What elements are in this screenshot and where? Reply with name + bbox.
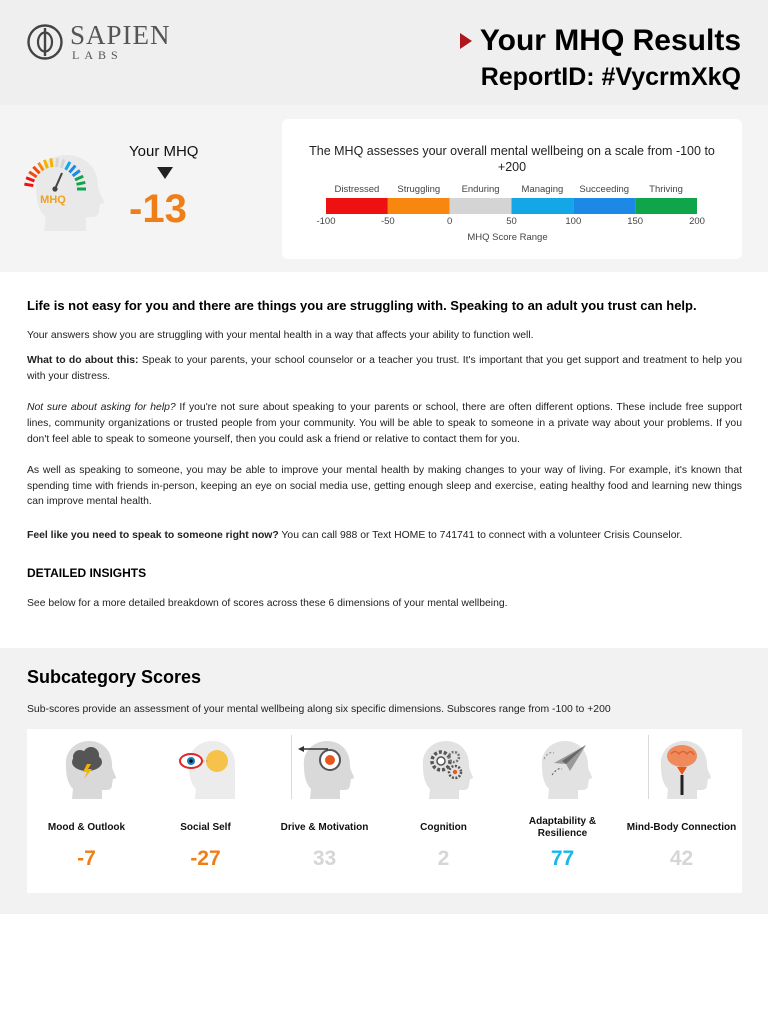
scale-segment-label: Succeeding <box>579 184 630 195</box>
gears-head-icon <box>413 737 475 799</box>
result-headline: Life is not easy for you and there are things you are struggling with. Speaking to an adult you trust can help. <box>27 298 697 313</box>
down-triangle-icon <box>157 167 173 179</box>
scale-segment-label: Thriving <box>649 184 683 195</box>
scale-segment-label: Distressed <box>334 184 380 195</box>
subcategory-description: Sub-scores provide an assessment of your mental wellbeing along six specific dimensions. Subscores range from -100 to +200 <box>27 704 611 715</box>
subcategory-adaptability-resilience <box>503 729 622 893</box>
subcategory-mood-outlook <box>27 729 146 893</box>
scale-segment <box>388 198 450 214</box>
subcategory-name: Drive & Motivation <box>280 822 369 833</box>
subcategory-card <box>27 729 742 893</box>
subcategory-name: Cognition <box>420 822 467 833</box>
scale-tick-label: 0 <box>447 216 453 227</box>
target-head-icon <box>294 737 356 799</box>
scale-tick-label: 100 <box>565 216 582 227</box>
report-header <box>0 0 768 105</box>
scale-tick-label: 150 <box>627 216 644 227</box>
paragraph-function: Your answers show you are struggling with your mental health in a way that affects your ability to function well. <box>27 329 534 341</box>
subcategory-drive-motivation <box>265 729 384 893</box>
subcategory-score: 2 <box>437 847 450 870</box>
gauge-label: MHQ <box>40 194 66 206</box>
asking-help-label: Not sure about asking for help? <box>27 402 176 414</box>
subcategory-name: Adaptability & Resilience <box>528 816 597 839</box>
mhq-scale-bar <box>282 119 742 259</box>
scale-segment <box>635 198 697 214</box>
paragraph-asking-help <box>27 400 742 447</box>
gauge-tick <box>24 184 33 185</box>
gauge-tick <box>33 167 39 173</box>
scale-axis-title: MHQ Score Range <box>467 232 548 243</box>
gauge-tick <box>57 158 58 167</box>
subcategory-name: Social Self <box>180 822 231 833</box>
paragraph-crisis <box>27 528 742 544</box>
subcategory-score: -27 <box>190 847 221 870</box>
subcategory-name: Mood & Outlook <box>47 822 126 833</box>
mhq-score-value: -13 <box>129 187 187 231</box>
detailed-insights-heading: DETAILED INSIGHTS <box>27 565 147 580</box>
mhq-scale-card <box>282 119 742 259</box>
mhq-label: Your MHQ <box>129 143 199 160</box>
scale-tick-label: 50 <box>506 216 517 227</box>
what-to-do-label: What to do about this: <box>27 355 139 367</box>
scale-segment-label: Managing <box>521 184 564 195</box>
subcategory-score: 33 <box>312 847 337 870</box>
logo-name: SAPIEN <box>70 20 171 50</box>
crisis-text: You can call 988 or Text HOME to 741741 to connect with a volunteer Crisis Counselor. <box>278 529 683 541</box>
scale-segment <box>512 198 574 214</box>
scale-tick-label: 200 <box>689 216 705 227</box>
insights-text: See below for a more detailed breakdown of scores across these 6 dimensions of your mental wellbeing. <box>27 597 508 609</box>
paper-plane-head-icon <box>532 737 594 799</box>
gauge-tick <box>29 172 37 177</box>
what-to-do-text: Speak to your parents, your school counselor or a teacher you trust. It's important that you get support and treatment to help you with your distress. <box>27 355 743 382</box>
paragraph-what-to-do <box>27 353 742 384</box>
page-title-text: Your MHQ Results <box>479 24 741 57</box>
page-title <box>460 24 741 58</box>
subcategory-social-self <box>146 729 265 893</box>
gauge-tick <box>51 158 52 167</box>
subcategory-section <box>0 648 768 914</box>
paragraph-lifestyle: As well as speaking to someone, you may be able to improve your mental health by making changes to your way of living. For example, it's known that spending time with friends in-person, keeping an eye on social media use, getting enough sleep and exercise, eating healthy food and learning new things can improve mental health. <box>27 465 742 508</box>
eye-head-icon <box>175 737 237 799</box>
subcategory-mind-body <box>622 729 741 893</box>
subcategory-title: Subcategory Scores <box>27 667 202 687</box>
scale-segment-label: Struggling <box>397 184 441 195</box>
asking-help-text: If you're not sure about speaking to your parents or school, there are often different options. These include free support lines, community organizations or trusted people from your community. You will be able to speak to someone in a private way about your problems. If you don't feel able to speak to someone yourself, then you could ask a friend or relative to contact them for you. <box>27 402 742 445</box>
scale-description: The MHQ assesses your overall mental wellbeing on a scale from -100 to +200 <box>309 144 715 175</box>
play-arrow-icon <box>460 33 472 49</box>
scale-segment <box>573 198 635 214</box>
subcategory-cognition <box>384 729 503 893</box>
scale-tick-label: -100 <box>316 216 336 227</box>
gauge-tick <box>77 182 86 184</box>
brain-body-icon <box>651 737 713 799</box>
gauge-tick <box>39 163 44 171</box>
head-gauge-icon <box>22 145 106 235</box>
scale-segment <box>450 198 512 214</box>
subcategory-score: -7 <box>77 847 96 870</box>
gauge-tick <box>26 178 34 181</box>
phi-logo-icon <box>26 23 64 61</box>
subcategory-name: Mind-Body Connection <box>626 822 737 833</box>
crisis-label: Feel like you need to speak to someone right now? <box>27 529 279 541</box>
scale-tick-label: -50 <box>380 216 395 227</box>
scale-segment-label: Enduring <box>461 184 500 195</box>
overall-score-section <box>0 105 768 272</box>
scale-segment <box>326 198 388 214</box>
results-explanation <box>27 296 742 621</box>
logo-subtitle: LABS <box>72 48 123 62</box>
subcategory-score: 42 <box>669 847 694 870</box>
report-id: ReportID: #VycrmXkQ <box>480 63 741 91</box>
sapien-labs-logo <box>26 22 171 61</box>
subcategory-score: 77 <box>550 847 575 870</box>
storm-cloud-head-icon <box>56 737 118 799</box>
